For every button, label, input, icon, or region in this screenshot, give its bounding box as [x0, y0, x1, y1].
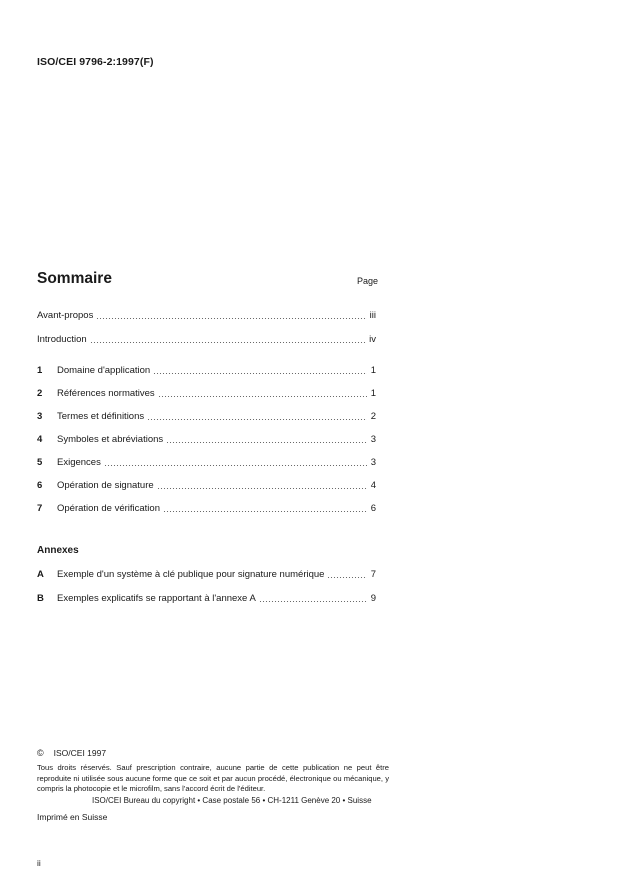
toc-entry-3[interactable]	[37, 410, 376, 423]
dot-leader	[104, 465, 367, 466]
toc-entry-number: 6	[37, 480, 43, 491]
toc-entry-page: iii	[369, 310, 376, 321]
dot-leader	[157, 488, 367, 489]
toc-entry-page: 4	[370, 480, 376, 491]
annexes-heading: Annexes	[37, 545, 79, 556]
document-identifier: ISO/CEI 9796-2:1997(F)	[37, 56, 154, 68]
toc-entry-label: Exemples explicatifs se rapportant à l'annexe A	[57, 593, 256, 604]
rights-statement: Tous droits réservés. Sauf prescription contraire, aucune partie de cette publication ne peut être reproduite ni utilisée sous aucune forme que ce soit et par aucun procédé, électronique ou mécanique, y compris la photocopie et le microfilm, sans l'accord écrit de l'éditeur.	[37, 763, 389, 793]
dot-leader	[147, 419, 367, 420]
dot-leader	[90, 342, 366, 343]
toc-entry-label: Exemple d'un système à clé publique pour signature numérique	[57, 569, 325, 580]
toc-entry-label: Opération de signature	[57, 480, 154, 491]
contents-title: Sommaire	[37, 270, 112, 287]
toc-entry-number: 2	[37, 388, 43, 399]
dot-leader	[96, 318, 366, 319]
toc-entry-number: 5	[37, 457, 43, 468]
dot-leader	[166, 442, 367, 443]
toc-entry-page: 9	[370, 593, 376, 604]
toc-entry-2[interactable]	[37, 387, 376, 400]
dot-leader	[327, 577, 367, 578]
toc-entry-label: Références normatives	[57, 388, 155, 399]
toc-entry-page: 3	[370, 457, 376, 468]
toc-entry-page: 7	[370, 569, 376, 580]
dot-leader	[158, 396, 367, 397]
toc-entry-4[interactable]	[37, 433, 376, 446]
toc-entry-number: 4	[37, 434, 43, 445]
toc-entry-annex-b[interactable]	[37, 592, 376, 605]
toc-entry-number: 3	[37, 411, 43, 422]
toc-entry-label: Introduction	[37, 334, 87, 345]
toc-entry-label: Symboles et abréviations	[57, 434, 164, 445]
toc-entry-7[interactable]	[37, 502, 376, 515]
toc-entry-5[interactable]	[37, 456, 376, 469]
toc-entry-foreword[interactable]	[37, 309, 376, 322]
dot-leader	[163, 511, 367, 512]
toc-entry-6[interactable]	[37, 479, 376, 492]
toc-entry-number: 7	[37, 503, 43, 514]
toc-entry-introduction[interactable]	[37, 333, 376, 346]
toc-entry-number: B	[37, 593, 44, 604]
toc-entry-page: 6	[370, 503, 376, 514]
toc-entry-number: A	[37, 569, 44, 580]
toc-entry-page: 2	[370, 411, 376, 422]
printed-in-note: Imprimé en Suisse	[37, 812, 108, 822]
toc-entry-page: 1	[370, 388, 376, 399]
toc-entry-page: 1	[370, 365, 376, 376]
copyright-text: ISO/CEI 1997	[53, 748, 107, 758]
toc-entry-1[interactable]	[37, 364, 376, 377]
dot-leader	[153, 373, 367, 374]
page-column-header: Page	[357, 276, 379, 286]
toc-entry-label: Exigences	[57, 457, 101, 468]
toc-entry-annex-a[interactable]	[37, 568, 376, 581]
copyright-office-address: ISO/CEI Bureau du copyright • Case postale 56 • CH-1211 Genève 20 • Suisse	[92, 796, 372, 805]
toc-entry-page: iv	[369, 334, 376, 345]
toc-entry-label: Avant-propos	[37, 310, 94, 321]
copyright-icon: ©	[37, 748, 44, 758]
toc-entry-label: Opération de vérification	[57, 503, 160, 514]
copyright-notice	[37, 748, 106, 758]
dot-leader	[259, 601, 367, 602]
toc-entry-number: 1	[37, 365, 43, 376]
toc-entry-page: 3	[370, 434, 376, 445]
page-number: ii	[37, 858, 41, 868]
toc-entry-label: Domaine d'application	[57, 365, 151, 376]
toc-entry-label: Termes et définitions	[57, 411, 145, 422]
